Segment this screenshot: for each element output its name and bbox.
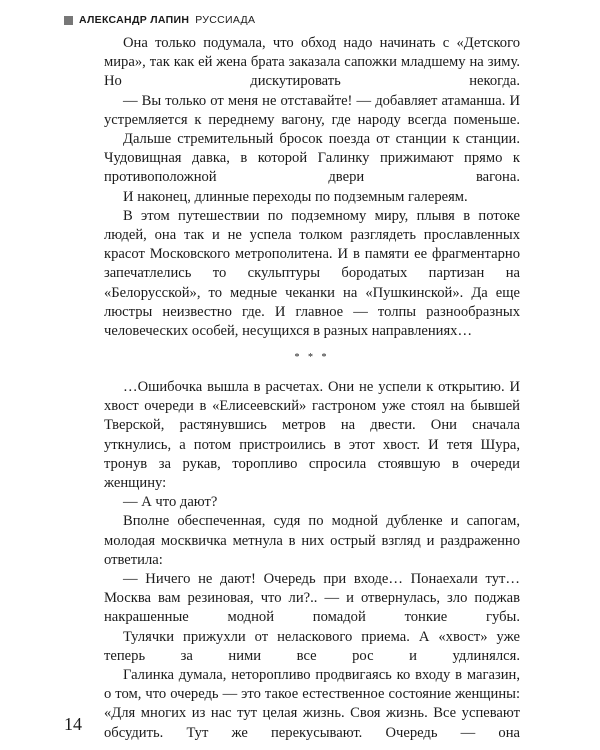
text-block-2 [104, 378, 520, 743]
text-block-1 [104, 34, 520, 341]
paragraph: Она только подумала, что обход надо начинать с «Детского мира», так как ей жена брата заказала сапожки младшему на зиму. Но дискутировать некогда. [104, 35, 520, 90]
section-separator: * * * [294, 352, 330, 363]
paragraph: — Ничего не дают! Очередь при входе… Понаехали тут… Москва вам резиновая, что ли?.. — и отвернулась, зло поджав накрашенные модной помадой тонкие губы. [104, 571, 520, 626]
page-number: 14 [64, 714, 82, 734]
header-series: РУССИАДА [195, 14, 256, 26]
header-square-mark [64, 16, 73, 25]
paragraph: …Ошибочка вышла в расчетах. Они не успели к открытию. И хвост очереди в «Елисеевский» гастроном уже стоял на бывшей Тверской, растянувшись метров на двести. Они сначала уткнулись, а потом пристроились в этот хвост. И тетя Шура, тронув за рукав, торопливо спросила стоявшую в очереди женщину: [104, 379, 520, 492]
header-author: АЛЕКСАНДР ЛАПИН [79, 14, 190, 26]
paragraph: Галинка думала, неторопливо продвигаясь ко входу в магазин, о том, что очередь — это такое естественное состояние женщины: «Для многих из нас тут целая жизнь. Своя жизнь. Все успевают обсудить. Тут же перекусывают. Очередь — она [104, 667, 520, 741]
paragraph: Вполне обеспеченная, судя по модной дубленке и сапогам, молодая москвичка метнула в них острый взгляд и раздраженно ответила: [104, 513, 520, 568]
running-header [64, 14, 255, 26]
paragraph: В этом путешествии по подземному миру, плывя в потоке людей, она так и не успела толком разглядеть прославленных красот Московского метрополитена. И в памяти ее фрагментарно запечатлелись то скульптуры бородатых партизан на «Белорусской», то медные чеканки на «Пушкинской». Да еще люстры неизвестно где. И главное — толпы разнообразных человеческих особей, несущихся в разных направлениях… [104, 207, 520, 340]
paragraph: — Вы только от меня не отставайте! — добавляет атаманша. И устремляется к переднему вагону, где народу всегда поменьше. [104, 92, 520, 128]
paragraph: И наконец, длинные переходы по подземным галереям. [123, 188, 468, 205]
paragraph: Тулячки прижухли от неласкового приема. А «хвост» уже теперь за ними все рос и удлинялся. [104, 628, 520, 664]
paragraph: Дальше стремительный бросок поезда от станции к станции. Чудовищная давка, в которой Галинку прижимают прямо к противоположной двери вагона. [104, 131, 520, 186]
paragraph: — А что дают? [123, 494, 218, 511]
